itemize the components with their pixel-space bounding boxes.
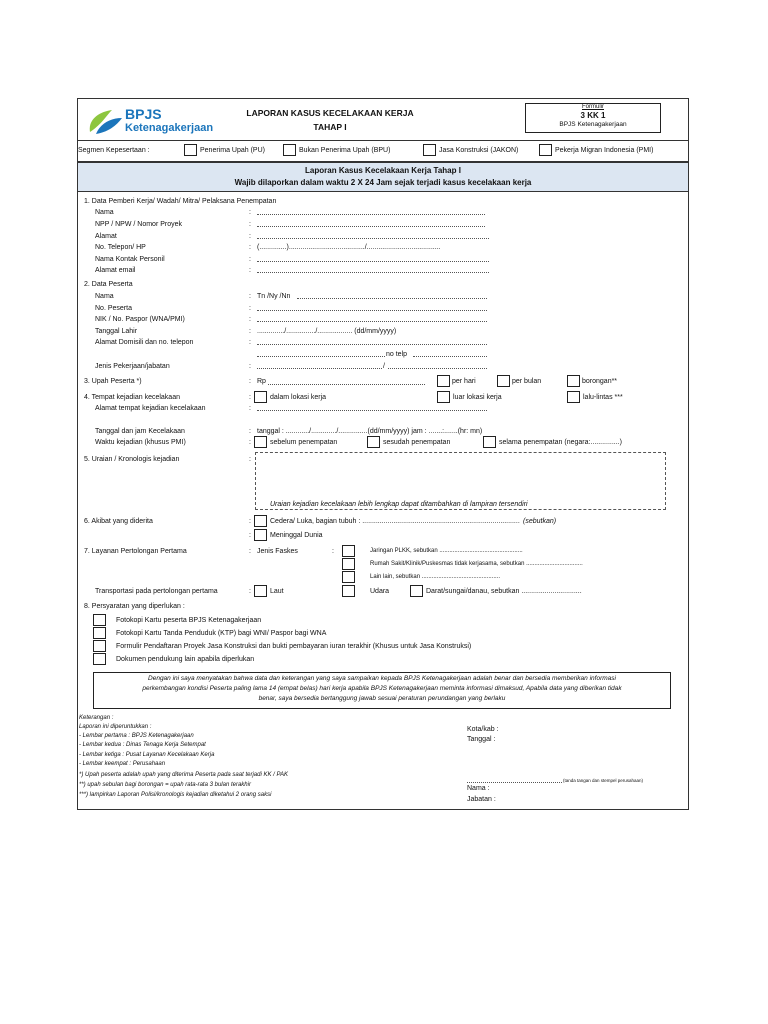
participant-name-prefix: Tn /Ny /Nn (257, 293, 291, 300)
kota-label: Kota/kab : (467, 726, 499, 733)
location-traffic-label: lalu-lintas *** (583, 394, 623, 401)
s1-field-label: No. Telepon/ HP (95, 244, 146, 251)
transport-sea-checkbox[interactable] (254, 585, 267, 597)
location-outside-label: luar lokasi kerja (453, 394, 502, 401)
requirement-label: Fotokopi Kartu Tanda Penduduk (KTP) bagi WNI/ Paspor bagi WNA (116, 630, 327, 637)
s1-field-label: Alamat (95, 233, 117, 240)
employer-contact-field[interactable] (257, 261, 489, 262)
segment-jakon-label: Jasa Konstruksi (JAKON) (439, 147, 519, 154)
section-2-title: 2. Data Peserta (84, 281, 133, 288)
location-inside-label: dalam lokasi kerja (270, 394, 327, 401)
location-inside-checkbox[interactable] (254, 391, 267, 403)
section-3-title: 3. Upah Peserta *) (84, 378, 142, 385)
s4-address-label: Alamat tempat kejadian kecelakaan (95, 405, 206, 412)
tanggal-label: Tanggal : (467, 736, 496, 743)
footer-note: *) Upah peserta adalah upah yang diterima Peserta pada saat terjadi KK / PAK (79, 772, 289, 778)
section-7-title: 7. Layanan Pertolongan Pertama (84, 548, 187, 555)
banner-line2: Wajib dilaporkan dalam waktu 2 X 24 Jam sejak terjadi kasus kecelakaan kerja (234, 178, 532, 187)
footer-note: - Lembar pertama : BPJS Ketenagakerjaan (79, 733, 194, 739)
keterangan-label: Keterangan : (79, 715, 114, 721)
wage-field[interactable] (268, 384, 425, 385)
pmi-time-label: Waktu kejadian (khusus PMI) (95, 439, 186, 446)
injury-checkbox[interactable] (254, 515, 267, 527)
participant-address-field[interactable] (257, 344, 487, 345)
signature-field[interactable] (467, 782, 562, 783)
wage-per-month-label: per bulan (512, 378, 542, 385)
s2-field-label: Nama (95, 293, 114, 300)
participant-phone-field[interactable] (413, 356, 487, 357)
footer-note: - Lembar ketiga : Pusat Layanan Kecelakaan Kerja (79, 752, 215, 758)
requirement-label: Fotokopi Kartu peserta BPJS Ketenagakerjaan (116, 617, 262, 624)
form-org: BPJS Ketenagakerjaan (559, 121, 627, 128)
transport-air-checkbox[interactable] (342, 585, 355, 597)
section-5-title: 5. Uraian / Kronologis kejadian (84, 456, 180, 463)
segment-pu-label: Penerima Upah (PU) (200, 147, 265, 154)
requirement-checkbox[interactable] (93, 627, 106, 639)
requirement-checkbox[interactable] (93, 640, 106, 652)
s2-field-label: Tanggal Lahir (95, 328, 138, 335)
transport-sea-label: Laut (270, 588, 284, 595)
declaration-line: Dengan ini saya menyatakan bahwa data dan keterangan yang saya sampaikan kepada BPJS Ketenagakerjaan adalah benar dan bersedia memberikan informasi (148, 675, 616, 682)
location-outside-checkbox[interactable] (437, 391, 450, 403)
section-4-title: 4. Tempat kejadian kecelakaan (84, 394, 180, 401)
footer-note: ***) lampirkan Laporan Polisi/kronologis kejadian diketahui 2 orang saksi (79, 792, 272, 798)
segment-bpu-checkbox[interactable] (283, 144, 296, 156)
signature-note: (tanda tangan dan stempel perusahaan) (563, 778, 644, 783)
segment-jakon-checkbox[interactable] (423, 144, 436, 156)
s2-field-label: NIK / No. Paspor (WNA/PMI) (95, 316, 185, 323)
section-8-title: 8. Persyaratan yang diperlukan : (84, 603, 185, 610)
pmi-before-checkbox[interactable] (254, 436, 267, 448)
employer-address-field[interactable] (257, 238, 489, 239)
chronology-note: Uraian kejadian kecelakaan lebih lengkap dapat ditambahkan di lampiran tersendiri (270, 501, 528, 508)
faskes-plkk-label: Jaringan PLKK, sebutkan .................................................. (370, 548, 523, 554)
requirement-label: Formulir Pendaftaran Proyek Jasa Konstruksi dan bukti pembayaran iuran terakhir (Khusus untuk Jasa Konstruksi) (116, 643, 472, 650)
job-field[interactable] (257, 368, 382, 369)
transport-land-label: Darat/sungai/danau, sebutkan ............................... (426, 588, 582, 595)
segment-label: Segmen Kepesertaan : (78, 147, 150, 154)
wage-borongan-label: borongan** (582, 378, 618, 385)
footer-note: - Lembar keempat : Perusahaan (79, 761, 166, 767)
declaration-line: perkembangan kondisi Peserta paling lama 14 (empat belas) hari kerja apabila BPJS Ketenagakerjaan meminta informasi dimaksud, Apabila data yang diberikan tidak (142, 685, 622, 692)
page-title: LAPORAN KASUS KECELAKAAN KERJA (246, 108, 414, 118)
employer-email-field[interactable] (257, 272, 489, 273)
wage-per-month-checkbox[interactable] (497, 375, 510, 387)
employer-phone-field[interactable]: (..............)......................................./...................................... (257, 244, 441, 251)
transport-air-label: Udara (370, 588, 390, 595)
injury-label-tail: (sebutkan) (523, 518, 557, 525)
banner-line1: Laporan Kasus Kecelakaan Kerja Tahap I (305, 166, 461, 175)
requirement-label: Dokumen pendukung lain apabila diperlukan (116, 656, 255, 663)
faskes-other-label: Lain lain, sebutkan ............................................... (370, 574, 501, 580)
section-1-title: 1. Data Pemberi Kerja/ Wadah/ Mitra/ Pelaksana Penempatan (84, 198, 277, 205)
wage-borongan-checkbox[interactable] (567, 375, 580, 387)
s2-field-label: No. Peserta (95, 305, 132, 312)
requirement-checkbox[interactable] (93, 614, 106, 626)
participant-dob-field[interactable]: ............../.............../.................. (dd/mm/yyyy) (257, 328, 397, 335)
segment-pmi-label: Pekerja Migran Indonesia (PMI) (555, 147, 654, 154)
rp-label: Rp (257, 378, 266, 385)
faskes-label: Jenis Faskes (257, 548, 298, 555)
pmi-before-label: sebelum penempatan (270, 439, 338, 446)
footer-note: **) upah sebulan bagi borongan = upah rata-rata 3 bulan terakhir (79, 782, 251, 788)
s2-field-label: Alamat Domisili dan no. telepon (95, 339, 194, 346)
segment-pmi-checkbox[interactable] (539, 144, 552, 156)
accident-address-field[interactable] (257, 410, 487, 411)
participant-number-field[interactable] (257, 310, 487, 311)
no-telp-label: no telp (386, 351, 408, 358)
faskes-non-partner-checkbox[interactable] (342, 558, 355, 570)
wage-per-day-label: per hari (452, 378, 476, 385)
footer-note: Laporan ini diperuntukkan : (79, 724, 152, 730)
participant-nik-field[interactable] (257, 321, 487, 322)
requirement-checkbox[interactable] (93, 653, 106, 665)
bpjs-logo-icon (86, 106, 126, 136)
form-code-box (525, 103, 661, 133)
wage-per-day-checkbox[interactable] (437, 375, 450, 387)
s1-field-label: Alamat email (95, 267, 136, 274)
s1-field-label: NPP / NPW / Nomor Proyek (95, 221, 183, 228)
declaration-box (93, 672, 671, 709)
segment-pu-checkbox[interactable] (184, 144, 197, 156)
pmi-during-label: selama penempatan (negara:...............) (499, 439, 622, 446)
position-field[interactable] (388, 368, 487, 369)
info-banner (78, 162, 688, 192)
pmi-after-label: sesudah penempatan (383, 439, 451, 446)
participant-address-field-2[interactable] (257, 356, 385, 357)
s1-field-label: Nama (95, 209, 114, 216)
transport-label: Transportasi pada pertolongan pertama (95, 588, 218, 595)
signer-position-label: Jabatan : (467, 796, 496, 803)
accident-datetime-field[interactable]: tanggal : ............/............./...............(dd/mm/yyyy) jam : .......:.......(hr: mn) (257, 428, 483, 435)
logo-brand: BPJS (125, 106, 162, 122)
section-6-title: 6. Akibat yang diderita (84, 518, 153, 525)
footer-note: - Lembar kedua : Dinas Tenaga Kerja Setempat (79, 742, 206, 748)
segment-bpu-label: Bukan Penerima Upah (BPU) (299, 147, 391, 154)
form-code: 3 KK 1 (580, 111, 606, 120)
faskes-other-checkbox[interactable] (342, 571, 355, 583)
divider (77, 140, 689, 141)
pmi-after-checkbox[interactable] (367, 436, 380, 448)
declaration-line: benar, saya bersedia bertanggung jawab sesuai peraturan perundangan yang berlaku (258, 695, 506, 702)
pmi-during-checkbox[interactable] (483, 436, 496, 448)
datetime-label: Tanggal dan jam Kecelakaan (95, 428, 185, 435)
logo-subtitle: Ketenagakerjaan (125, 122, 214, 134)
employer-npp-field[interactable] (257, 226, 485, 227)
transport-land-checkbox[interactable] (410, 585, 423, 597)
form-label: Formulir (582, 104, 604, 110)
injury-label: Cedera/ Luka, bagian tubuh : ................................................................................. (270, 518, 520, 525)
employer-name-field[interactable] (257, 214, 485, 215)
job-label: Jenis Pekerjaan/jabatan (95, 363, 170, 370)
s1-field-label: Nama Kontak Personil (95, 256, 165, 263)
faskes-non-partner-label: Rumah Sakit/Klinik/Puskesmas tidak kerjasama, sebutkan .................................. (370, 561, 583, 567)
participant-name-field[interactable] (297, 298, 487, 299)
faskes-plkk-checkbox[interactable] (342, 545, 355, 557)
location-traffic-checkbox[interactable] (567, 391, 580, 403)
death-label: Meninggal Dunia (270, 532, 323, 539)
death-checkbox[interactable] (254, 529, 267, 541)
signer-name-label: Nama : (467, 785, 490, 792)
page-subtitle: TAHAP I (313, 122, 347, 132)
